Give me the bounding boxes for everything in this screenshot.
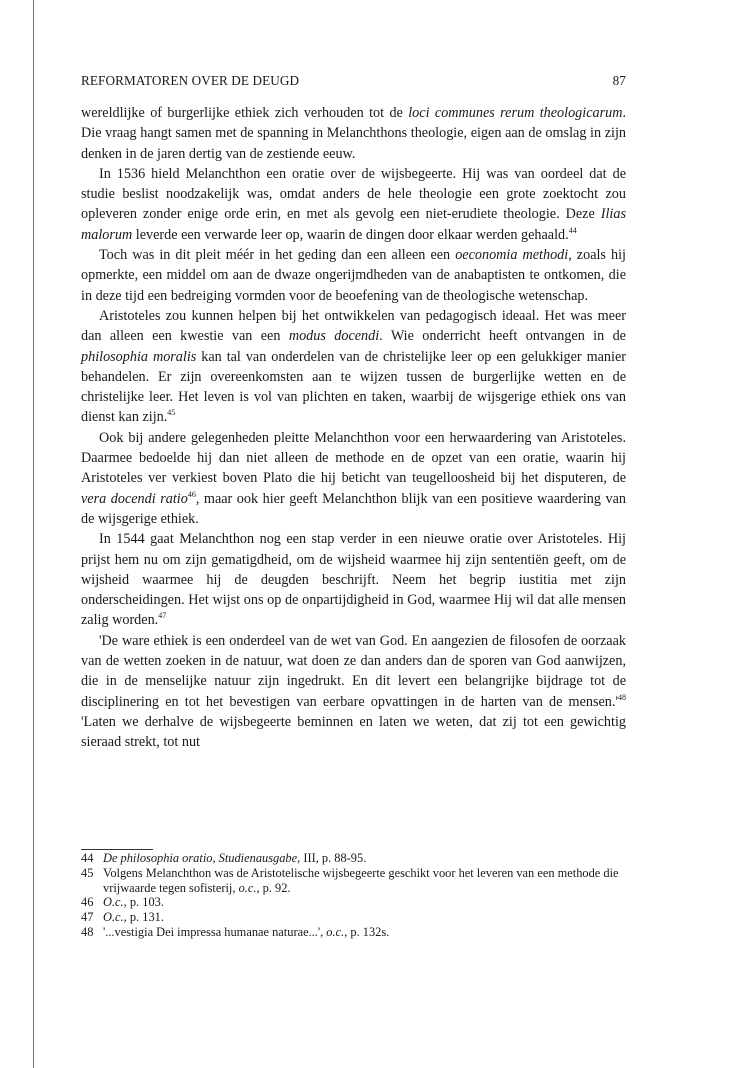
- footnote-number: 46: [81, 895, 94, 910]
- text-run: , p. 103.: [123, 895, 164, 910]
- footnote: [81, 851, 626, 866]
- footnote-number: 47: [81, 910, 94, 925]
- footnote-text: [103, 925, 626, 940]
- footnote-ref: 47: [158, 611, 167, 621]
- footnote: [81, 910, 626, 925]
- text-run: Volgens Melanchthon was de Aristotelische wijsbegeerte geschikt voor het leveren van een methode die vrijwaarde tegen sofisterij,: [103, 865, 619, 895]
- page-number: 87: [612, 73, 626, 88]
- italic-text: Ilias malorum: [81, 206, 626, 243]
- text-run: , zoals hij opmerkte, een middel om aan de dwaze ongerijmdheden van de anabaptisten te ontkomen, die in deze tijd een bedreiging vormden voor de beoefening van de theologische wetenschap.: [81, 247, 626, 304]
- paragraph: [81, 103, 626, 164]
- italic-text: O.c.: [103, 910, 124, 925]
- text-run: , p. 131.: [123, 910, 164, 925]
- italic-text: o.c.: [326, 924, 345, 939]
- text-run: In 1544 gaat Melanchthon nog een stap verder in een nieuwe oratie over Aristoteles. Hij prijst hem nu om zijn gematigdheid, om de wijsheid waarmee hij zijn sententiën geeft, om de wijsheid waarmee hij de deugden beschrijft. Neem het begrip iustitia met zijn onderscheidingen. Het wijst ons op de onpartijdigheid in God, waarmee Hij wil dat alle mensen zalig worden.: [81, 531, 626, 629]
- italic-text: vera docendi ratio: [81, 490, 188, 507]
- running-title: REFORMATOREN OVER DE DEUGD: [81, 73, 300, 88]
- text-run: . Wie onderricht heeft ontvangen in de: [379, 328, 626, 345]
- footnote: [81, 895, 626, 910]
- footnote-text: [103, 851, 626, 866]
- footnotes: [81, 851, 626, 940]
- footnote-text: [103, 910, 626, 925]
- text-run: kan tal van onderdelen van de christelijke leer op een gelukkiger manier behandelen. Er zijn overeenkomsten aan te wijzen tussen de burgerlijke wetten en de christelijke leer. Het leven is vol van plichten en taken, waarbij de wijsgerige ethiek ons van dienst kan zijn.: [81, 348, 626, 426]
- italic-text: De philosophia oratio, Studienausgabe: [103, 851, 298, 865]
- paragraph: [81, 306, 626, 428]
- text-run: , III, p. 88-95.: [297, 851, 367, 865]
- paragraph: [81, 164, 626, 245]
- running-header: [81, 73, 626, 93]
- paragraph: [81, 245, 626, 306]
- italic-text: O.c.: [103, 895, 124, 910]
- footnote-text: [103, 866, 626, 896]
- footnote: [81, 866, 626, 896]
- footnote-number: 44: [81, 851, 94, 865]
- text-run: , p. 132s.: [344, 924, 390, 939]
- text-run: Toch was in dit pleit méér in het geding dan een alleen een: [99, 247, 456, 264]
- footnote: [81, 925, 626, 940]
- footnote-separator: [81, 849, 153, 850]
- text-run: Ook bij andere gelegenheden pleitte Melanchthon voor een herwaardering van Aristoteles. Daarmee bedoelde hij dan niet alleen de methode en de opzet van een oratie, waarin hij Aristoteles ver verkiest boven Plato die hij beticht van teugelloosheid bij het disputeren, de: [81, 429, 626, 487]
- footnote-text: [103, 895, 626, 910]
- paragraph: [81, 428, 626, 529]
- text-run: , p. 92.: [256, 880, 291, 895]
- text-run: '...vestigia Dei impressa humanae naturae...',: [103, 924, 327, 939]
- footnote-ref: 48: [618, 692, 626, 702]
- text-run: wereldlijke of burgerlijke ethiek zich verhouden tot de: [81, 105, 409, 121]
- body-text: [81, 103, 626, 753]
- footnote-ref: 45: [167, 408, 176, 418]
- italic-text: oeconomia methodi: [455, 247, 569, 264]
- text-run: Aristoteles zou kunnen helpen bij het ontwikkelen van pedagogisch ideaal. Het was meer dan alleen een kwestie van een: [81, 307, 626, 345]
- italic-text: o.c.: [238, 880, 257, 895]
- italic-text: loci communes rerum theologicarum: [408, 105, 623, 121]
- text-run: . Die vraag hangt samen met de spanning in Melanchthons theologie, eigen aan de omslag in zijn denken in de jaren dertig van de zestiende eeuw.: [81, 105, 626, 162]
- text-run: leverde een verwarde leer op, waarin de dingen door elkaar werden gehaald.: [132, 226, 569, 243]
- page-binding-line: [33, 0, 34, 1068]
- italic-text: philosophia moralis: [81, 348, 197, 365]
- footnote-number: 48: [81, 924, 94, 939]
- paragraph: [81, 631, 626, 753]
- footnote-ref: 46: [187, 489, 196, 499]
- text-run: In 1536 hield Melanchthon een oratie over de wijsbegeerte. Hij was van oordeel dat de studie beslist noodzakelijk was, omdat anders de hele theologie een grote zoektocht zou opleveren zonder enige orde erin, en met als gevolg een niet-erudiete theologie. Deze: [81, 165, 626, 223]
- footnote-number: 45: [81, 865, 94, 880]
- text-run: , maar ook hier geeft Melanchthon blijk van een positieve waardering van de wijsgerige ethiek.: [81, 490, 626, 527]
- footnote-ref: 44: [568, 225, 577, 235]
- text-run: 'De ware ethiek is een onderdeel van de wet van God. En aangezien de filosofen de oorzaak van de wetten zoeken in de natuur, wat doen ze dan anders dan de sporen van God aanwijzen, die in de menselijke natuur zijn ingedrukt. En dit levert een belangrijke bijdrage tot de disciplinering en tot het bevestigen van eerbare opvattingen in de harten van de mensen.': [81, 632, 626, 710]
- italic-text: modus docendi: [288, 328, 380, 345]
- text-run: 'Laten we derhalve de wijsbegeerte beminnen en laten we weten, dat zij tot een gewichtig sieraad strekt, tot nut: [81, 713, 626, 751]
- paragraph: [81, 529, 626, 630]
